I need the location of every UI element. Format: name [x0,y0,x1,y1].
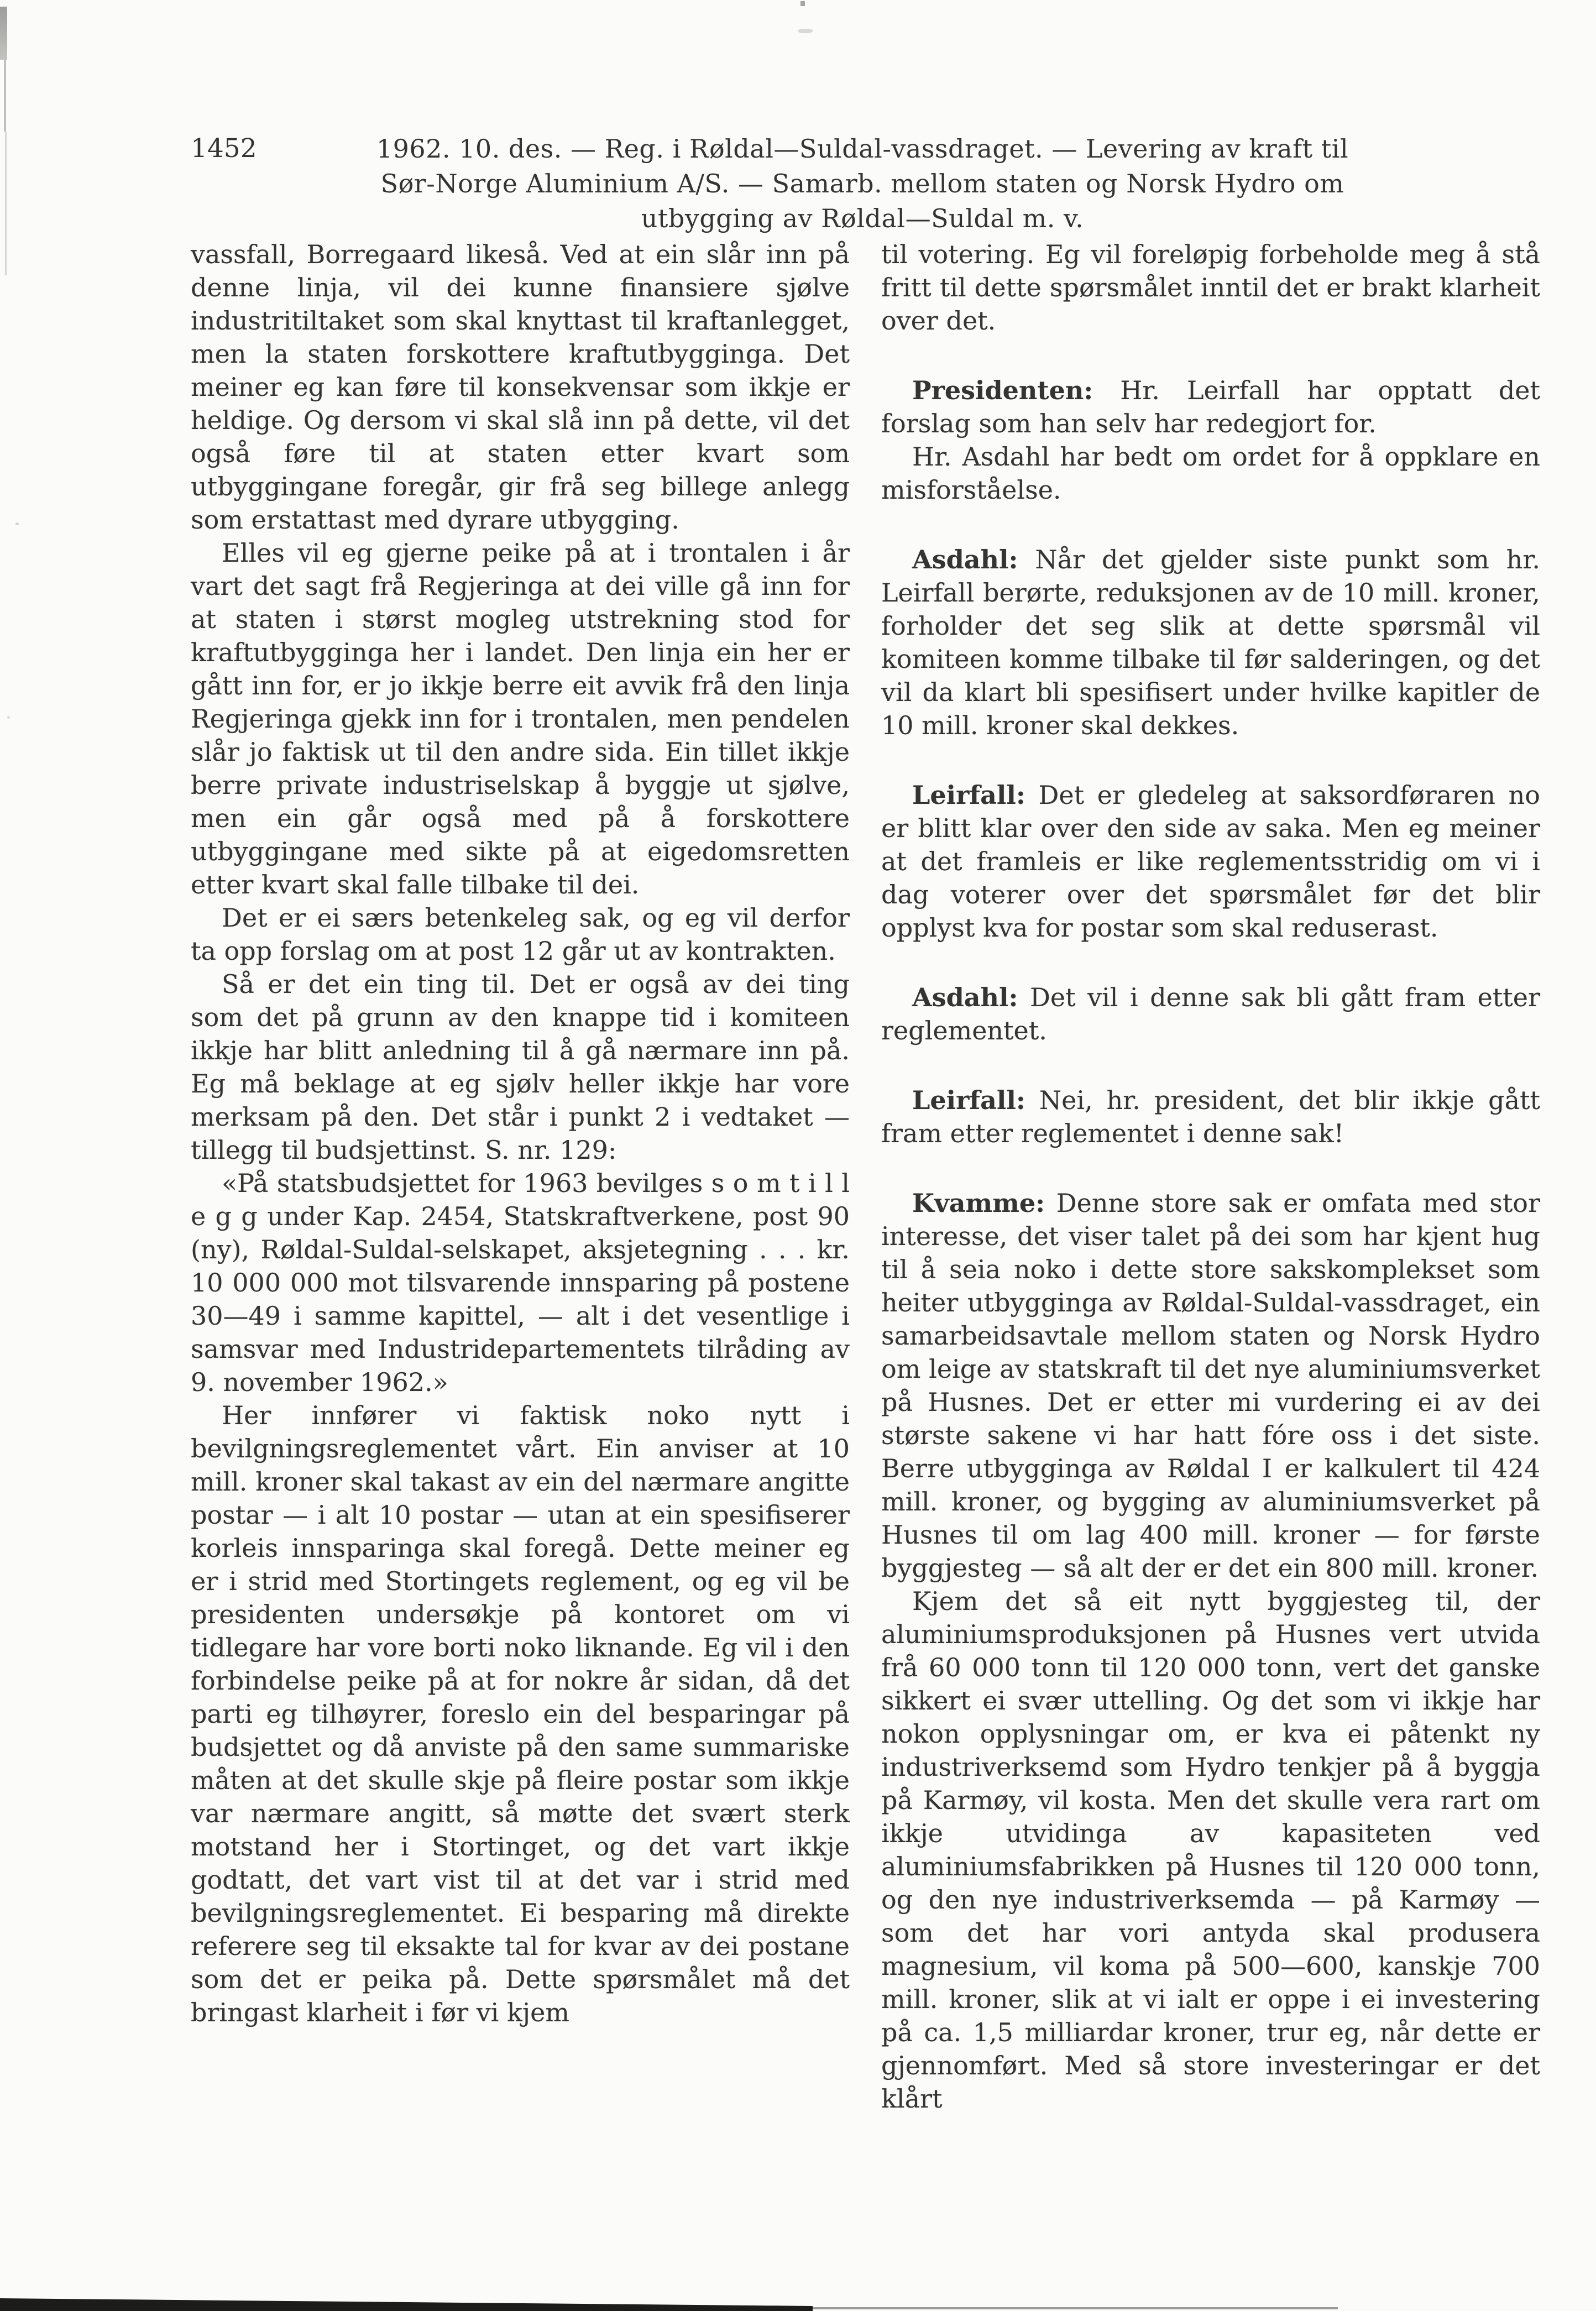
left-column [191,238,850,2029]
speech-paragraph [881,1186,1540,1585]
running-header-line: 1962. 10. des. — Reg. i Røldal—Suldal-vassdraget. — Levering av kraft til [376,134,1349,164]
paragraph: Elles vil eg gjerne peike på at i trontalen i år vart det sagt frå Regjeringa at dei ville gå inn for at staten i størst mogleg utstrekning stod for kraftutbygginga her i landet. Den linja ein her er gått inn for, er jo ikkje berre eit avvik frå den linja Regjeringa gjekk inn for i trontalen, men pendelen slår jo faktisk ut til den andre sida. Ein tillet ikkje berre private industriselskap å byggje ut sjølve, men ein går også med på å forskottere utbyggingane med sikte på at eigedomsretten etter kvart skal falle tilbake til dei. [191,538,850,900]
speaker-name: Leirfall: [912,1085,1025,1115]
speaker-name: Leirfall: [912,780,1025,810]
speech-text: Nei, hr. president, det blir ikkje gått fram etter reglementet i denne sak! [881,1085,1540,1148]
paragraph: Kjem det så eit nytt byggjesteg til, der aluminiumsproduksjonen på Husnes vert utvida frå 60 000 tonn til 120 000 tonn, vert det ganske sikkert ei svær uttelling. Og det som vi ikkje har nokon opplysningar om, er kva ei påtenkt ny industriverksemd som Hydro tenkjer på å byggja på Karmøy, vil kosta. Men det skulle vera rart om ikkje utvidinga av kapasiteten ved aluminiumsfabrikken på Husnes til 120 000 tonn, og den nye industriverksemda — på Karmøy — som det har vori antyda skal produsera magnesium, vil koma på 500—600, kanskje 700 mill. kroner, slik at vi ialt er oppe i ei investering på ca. 1,5 milliardar kroner, trur eg, når dette er gjennomført. Med så store investeringar er det klårt [881,1586,1540,2114]
paragraph: til votering. Eg vil foreløpig forbeholde meg å stå fritt til dette spørsmålet inntil det er brakt klarheit over det. [881,239,1540,336]
paragraph-quote: «På statsbudsjettet for 1963 bevilges s o m t i l l e g g under Kap. 2454, Statskraftverkene, post 90 (ny), Røldal-Suldal-selskapet, aksjetegning . . . kr. 10 000 000 mot tilsvarende innsparing på postene 30—49 i samme kapittel, — alt i det vesentlige i samsvar med Industridepartementets tilråding av 9. november 1962.» [191,1168,850,1397]
running-header [191,132,1534,236]
speech-paragraph [881,1084,1540,1150]
scan-speck [15,522,19,525]
speech-paragraph [881,374,1540,440]
speaker-name: Kvamme: [912,1188,1045,1218]
speaker-name: Asdahl: [912,982,1018,1012]
scan-speck [7,716,10,719]
paragraph: vassfall, Borregaard likeså. Ved at ein slår inn på denne linja, vil dei kunne finansiere sjølve industritiltaket som skal knyttast til kraftanlegget, men la staten forskottere kraftutbygginga. Det meiner eg kan føre til konsekvensar som ikkje er heldige. Og dersom vi skal slå inn på dette, vil det også føre til at staten etter kvart som utbyggingane foregår, gir frå seg billege anlegg som erstattast med dyrare utbygging. [191,239,850,535]
speech-text: Det er gledeleg at saksordføraren no er blitt klar over den side av saka. Men eg meiner at det framleis er like reglementsstridig om vi i dag voterer over det spørsmålet før det blir opplyst kva for postar som skal reduserast. [881,780,1540,943]
page-number: 1452 [191,133,257,164]
speech-paragraph [881,981,1540,1047]
scan-smudge-top-left [0,7,7,60]
scan-smudge-left-edge-lower [5,132,7,275]
running-header-line: Sør-Norge Aluminium A/S. — Samarb. mellom staten og Norsk Hydro om [380,169,1344,198]
speech-text: Hr. Leirfall har opptatt det forslag som han selv har redegjort for. [881,375,1540,438]
paragraph: Det er ei særs betenkeleg sak, og eg vil derfor ta opp forslag om at post 12 går ut av kontrakten. [191,903,850,966]
running-header-line: utbygging av Røldal—Suldal m. v. [641,203,1084,233]
speech-paragraph [881,543,1540,742]
scan-smudge-left-edge [4,60,6,132]
paragraph: Her innfører vi faktisk noko nytt i bevilgningsreglementet vårt. Ein anviser at 10 mill. kroner skal takast av ein del nærmare angitte postar — i alt 10 postar — utan at ein spesifiserer korleis innsparinga skal foregå. Dette meiner eg er i strid med Stortingets reglement, og eg vil be presidenten undersøkje på kontoret om vi tidlegare har vore borti noko liknande. Eg vil i den forbindelse peike på at for nokre år sidan, då det parti eg tilhøyrer, foreslo ein del besparingar på budsjettet og då anviste på den same summariske måten at det skulle skje på fleire postar som ikkje var nærmare angitt, så møtte det svært sterk motstand her i Stortinget, og det vart ikkje godtatt, det vart vist til at det var i strid med bevilgningsreglementet. Ei besparing må direkte referere seg til eksakte tal for kvar av dei postane som det er peika på. Dette spørsmålet må det bringast klarheit i før vi kjem [191,1400,850,2027]
speech-text: Det vil i denne sak bli gått fram etter reglementet. [881,982,1540,1045]
speaker-name: Asdahl: [912,545,1018,574]
speaker-name: Presidenten: [912,375,1093,405]
speech-text: Denne store sak er omfata med stor interesse, det viser talet på dei som har kjent hug til å seia noko i dette store sakskomplekset som heiter utbygginga av Røldal-Suldal-vassdraget, ein samarbeidsavtale mellom staten og Norsk Hydro om leige av statskraft til det nye aluminiumsverket på Husnes. Det er etter mi vurdering ei av dei største sakene vi har hatt fóre oss i det siste. Berre utbygginga av Røldal I er kalkulert til 424 mill. kroner, og bygging av aluminiumsverket på Husnes til om lag 400 mill. kroner — for første byggjesteg — så alt der er det ein 800 mill. kroner. [881,1188,1540,1583]
scan-speck-top [798,29,813,33]
speech-paragraph [881,778,1540,944]
scan-speck-top [800,1,805,6]
speech-text: Når det gjelder siste punkt som hr. Leirfall berørte, reduksjonen av de 10 mill. kroner, forholder det seg slik at dette spørsmål vil komiteen komme tilbake til før salderingen, og det vil da klart bli spesifisert under hvilke kapitler de 10 mill. kroner skal dekkes. [881,545,1540,740]
paragraph: Så er det ein ting til. Det er også av dei ting som det på grunn av den knappe tid i komiteen ikkje har blitt anledning til å gå nærmare inn på. Eg må beklage at eg sjølv heller ikkje har vore merksam på den. Det står i punkt 2 i vedtaket — tillegg til budsjettinst. S. nr. 129: [191,969,850,1165]
right-column [881,238,1540,2115]
paragraph: Hr. Asdahl har bedt om ordet for å oppklare en misforståelse. [881,442,1540,505]
